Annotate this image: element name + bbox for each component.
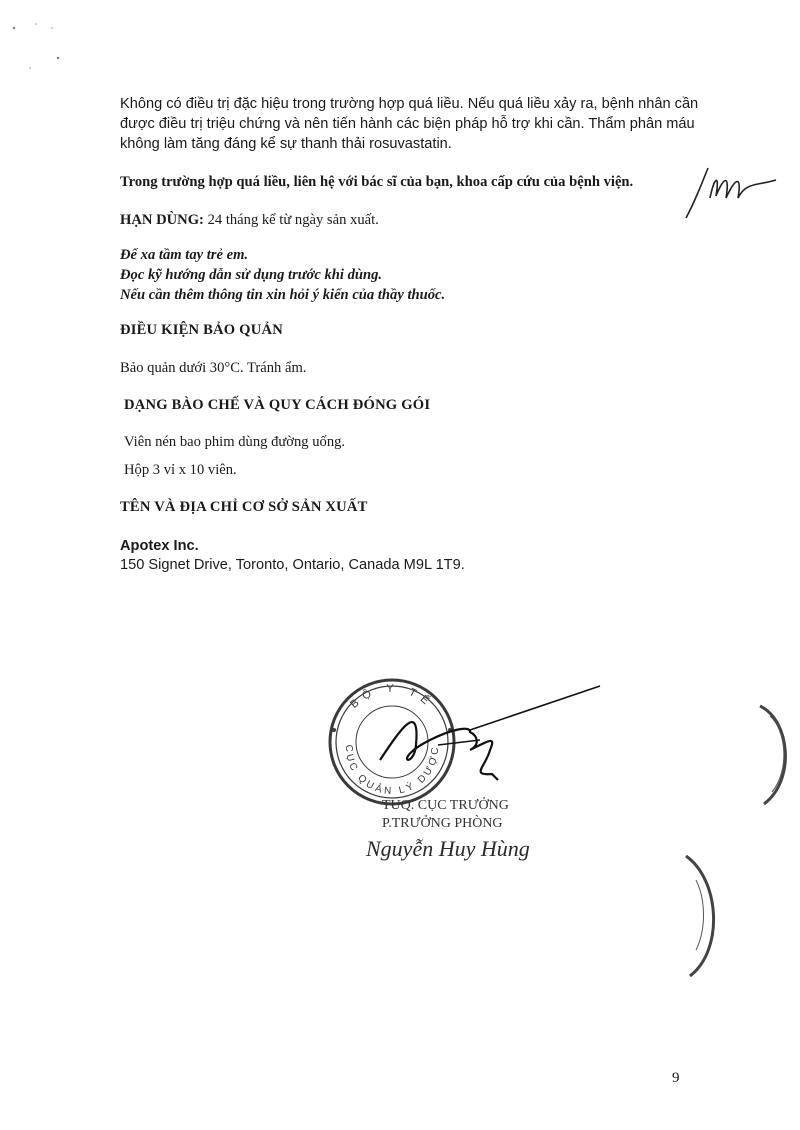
stamp-lower-text: CỤC QUẢN LÝ DƯỢC [342,744,442,798]
stamp-ring-text: BỘ Y TẾ [348,682,436,711]
overdose-warning: Trong trường hợp quá liều, liên hệ với bác sĩ của bạn, khoa cấp cứu của bệnh viện. [120,174,634,190]
manufacturer-name: Apotex Inc. [120,538,199,554]
shelf-life [120,210,379,230]
initials-signature-mark [680,158,790,228]
signature-title-line-2: P.TRƯỞNG PHÒNG [382,816,503,831]
official-stamp-signature [320,670,620,870]
packaging-line-2: Hộp 3 vỉ x 10 viên. [124,462,237,478]
packaging-heading: DẠNG BÀO CHẾ VÀ QUY CÁCH ĐÓNG GÓI [124,397,431,413]
overdose-line-2: được điều trị triệu chứng và nên tiến hành các biện pháp hỗ trợ khi cần. Thẩm phân máu [120,116,695,132]
overdose-paragraph [120,94,698,154]
caution-line-1: Để xa tầm tay trẻ em. [120,247,249,263]
caution-line-3: Nếu cần thêm thông tin xin hỏi ý kiến của thầy thuốc. [120,287,446,303]
partial-stamp-right-lower [680,850,730,980]
signer-name: Nguyễn Huy Hùng [366,836,530,861]
shelf-life-value: 24 tháng kể từ ngày sản xuất. [203,212,379,228]
packaging-line-1: Viên nén bao phim dùng đường uống. [124,434,346,450]
overdose-line-1: Không có điều trị đặc hiệu trong trường hợp quá liều. Nếu quá liều xảy ra, bệnh nhân cần [120,96,699,112]
signature-title-line-1: TUQ. CỤC TRƯỞNG [382,798,509,813]
manufacturer-address: 150 Signet Drive, Toronto, Ontario, Canada M9L 1T9. [120,557,465,573]
partial-stamp-right-upper [750,700,800,810]
scan-speck-marks [0,0,80,80]
overdose-line-3: không làm tăng đáng kể sự thanh thải rosuvastatin. [120,136,452,152]
manufacturer-heading: TÊN VÀ ĐỊA CHỈ CƠ SỞ SẢN XUẤT [120,499,368,515]
cautions-block [120,245,445,305]
page-number: 9 [672,1070,680,1086]
stamp-seal-icon [320,670,620,810]
shelf-life-label: HẠN DÙNG: [120,212,204,228]
storage-text: Bảo quản dưới 30°C. Tránh ẩm. [120,360,307,376]
storage-heading: ĐIỀU KIỆN BẢO QUẢN [120,322,283,338]
caution-line-2: Đọc kỹ hướng dẫn sử dụng trước khi dùng. [120,267,383,283]
